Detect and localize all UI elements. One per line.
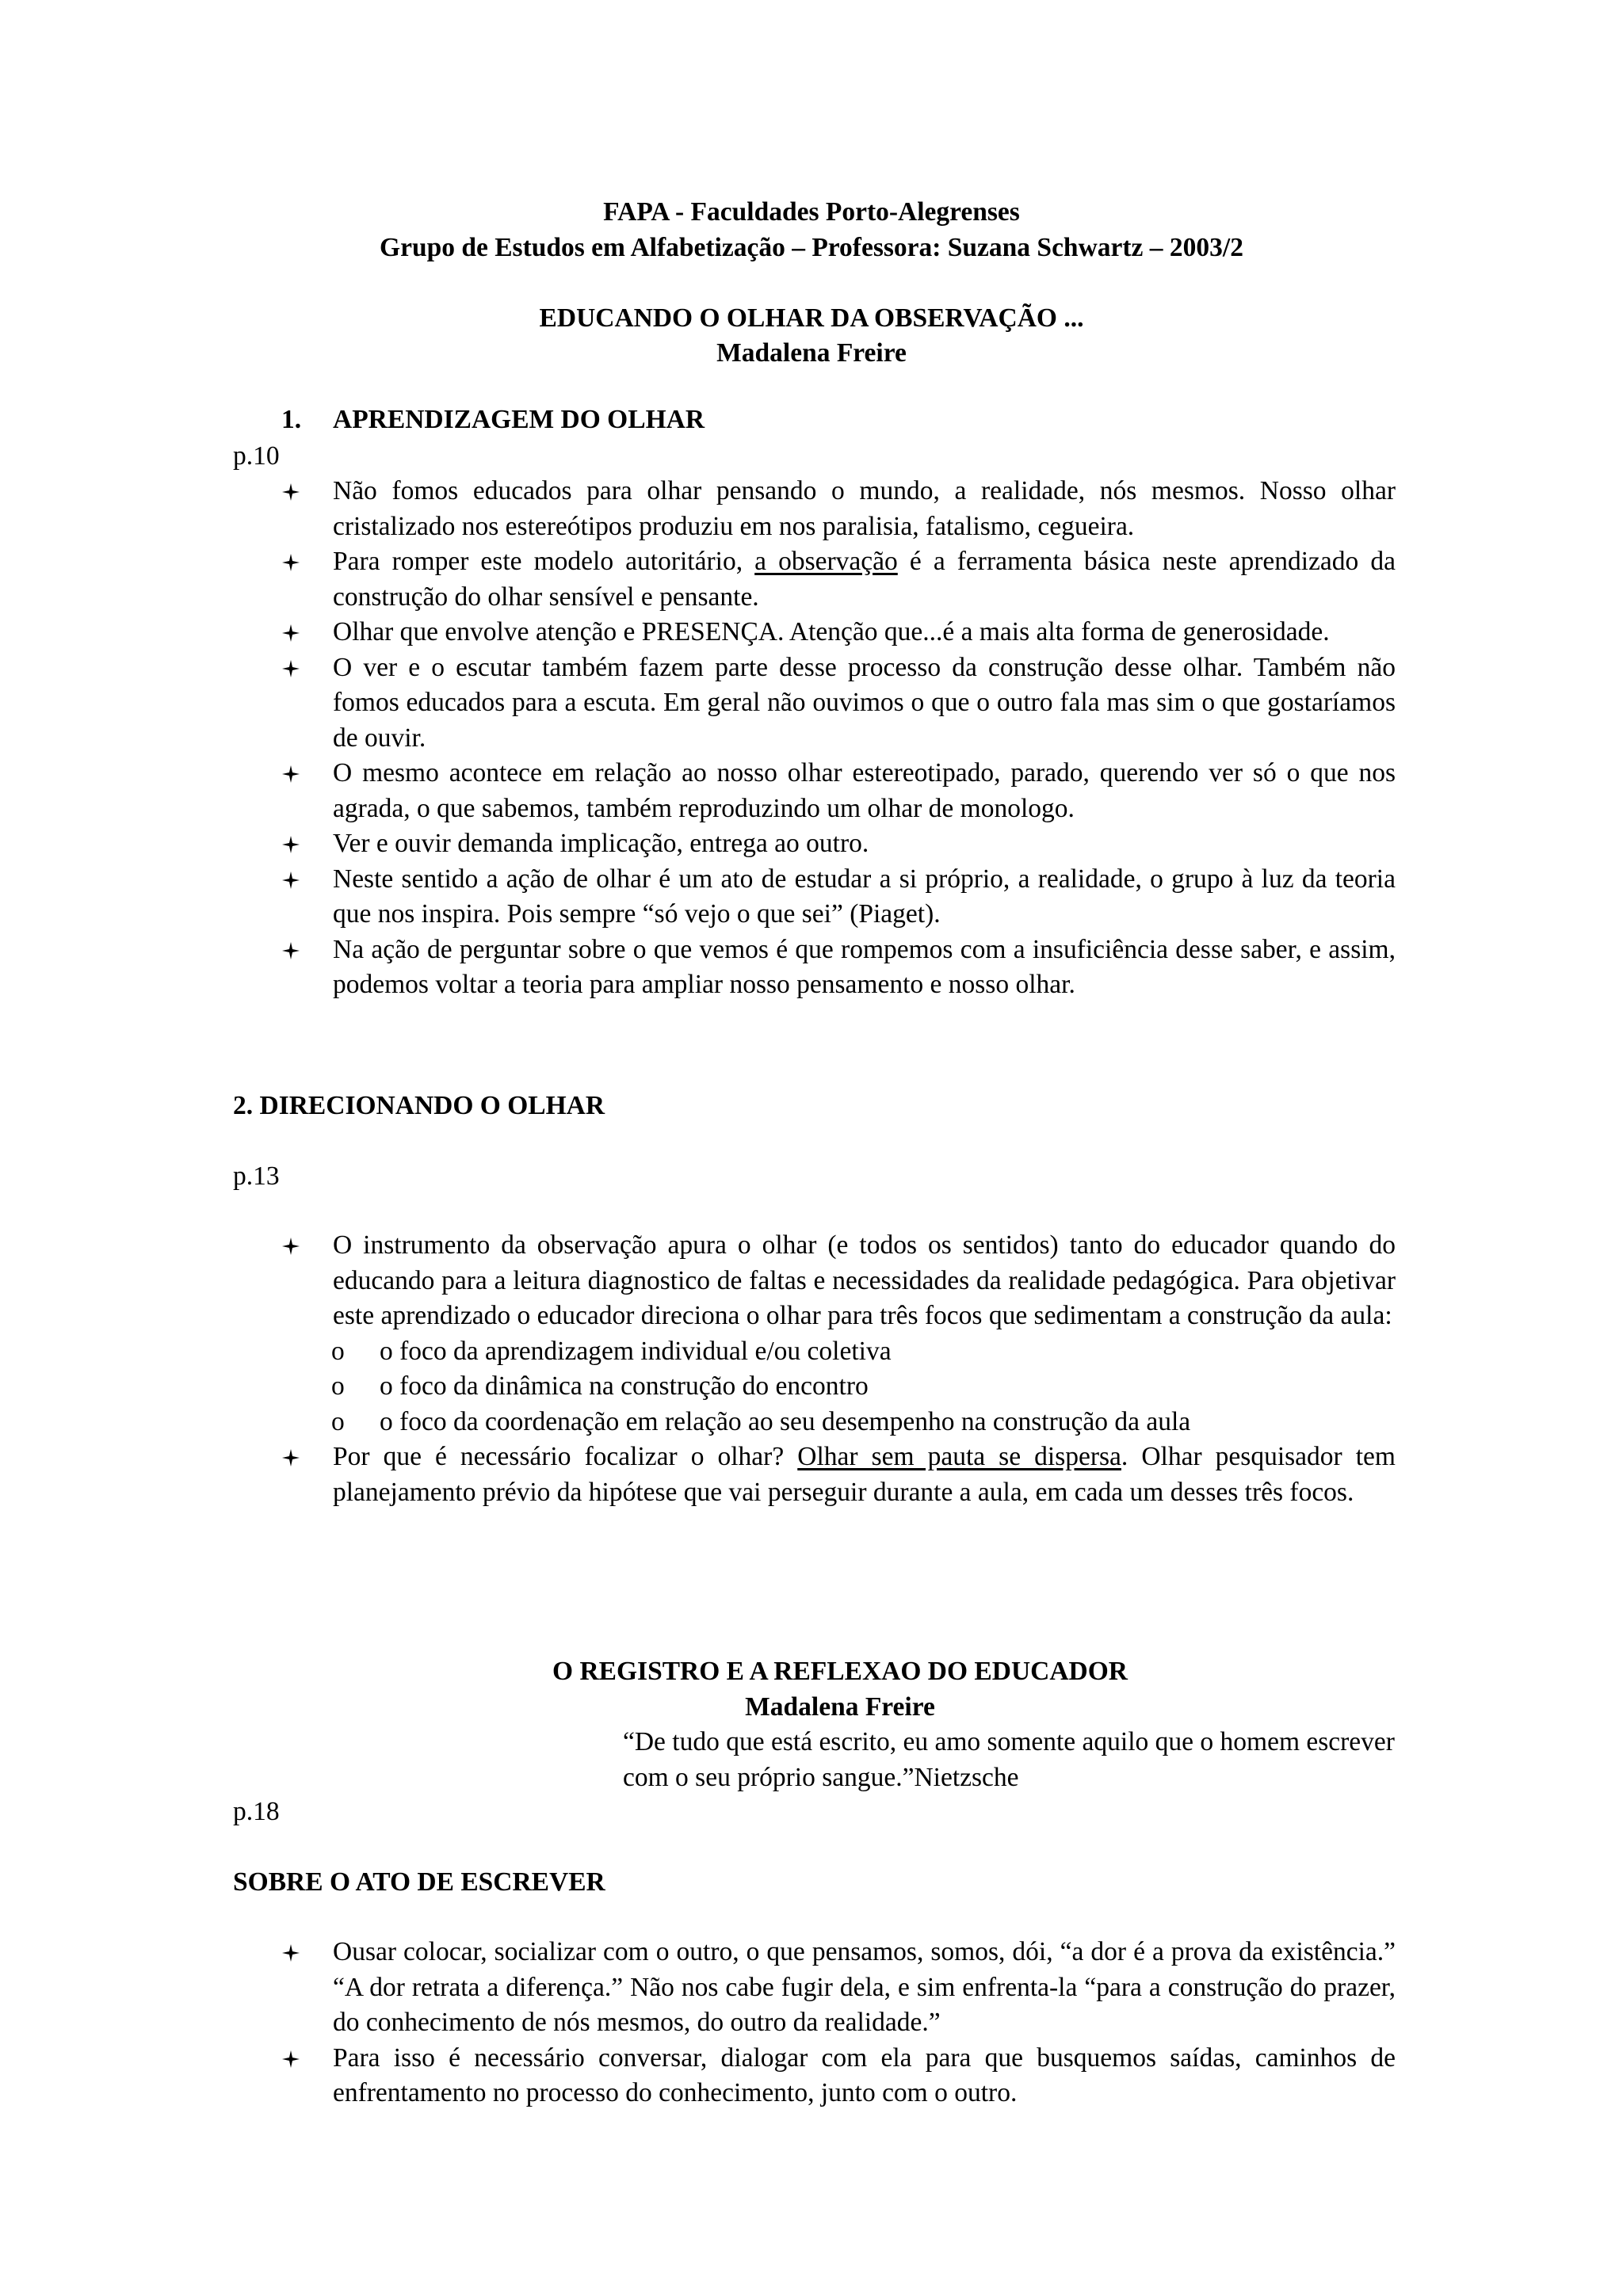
focus-sublist (281, 1334, 1396, 1440)
list-item: Para isso é necessário conversar, dialogar com ela para que busquemos saídas, caminhos de enfrentamento no processo do conhecimento, junto com o outro. (281, 2041, 1396, 2111)
article-title: EDUCANDO O OLHAR DA OBSERVAÇÃO ... (539, 303, 1084, 333)
section2-heading: 2. DIRECIONANDO O OLHAR (233, 1091, 605, 1120)
section2-list (281, 1228, 1396, 1510)
section3-list (281, 1935, 1396, 2111)
diamond-bullet-icon (281, 765, 300, 784)
list-item: O instrumento da observação apura o olhar (e todos os sentidos) tanto do educador quando do educando para a leitura diagnostico de faltas e necessidades da realidade pedagógica. Para objetivar este aprendizado o educador direciona o olhar para três focos que sedimentam a construção da aula: o o foco da aprendizagem individual e/ou coletiva o o foco da dinâmica na construção do encontro o o foco da coordenação em relação ao seu desempenho na construção da aula (281, 1228, 1396, 1440)
underlined-term: Olhar sem pauta se dispersa (797, 1442, 1121, 1471)
diamond-bullet-icon (281, 624, 300, 643)
article2-author: Madalena Freire (745, 1692, 935, 1722)
sublist-item: o o foco da aprendizagem individual e/ou coletiva (331, 1336, 892, 1366)
epigraph-quote: “De tudo que está escrito, eu amo somente aquilo que o homem escrever com o seu próprio sangue.”Nietzsche (623, 1727, 1395, 1792)
section1-heading: APRENDIZAGEM DO OLHAR (333, 405, 705, 434)
diamond-bullet-icon (281, 553, 300, 572)
page-ref: p.18 (233, 1797, 280, 1826)
diamond-bullet-icon (281, 1448, 300, 1467)
article2-title: O REGISTRO E A REFLEXAO DO EDUCADOR (552, 1657, 1128, 1686)
list-item: Ver e ouvir demanda implicação, entrega ao outro. (281, 826, 1396, 862)
page-ref: p.13 (233, 1161, 280, 1191)
header-course: Grupo de Estudos em Alfabetização – Professora: Suzana Schwartz – 2003/2 (380, 233, 1243, 262)
diamond-bullet-icon (281, 2050, 300, 2069)
diamond-bullet-icon (281, 482, 300, 502)
list-item: Olhar que envolve atenção e PRESENÇA. Atenção que...é a mais alta forma de generosidade. (281, 615, 1396, 650)
diamond-bullet-icon (281, 871, 300, 890)
diamond-bullet-icon (281, 835, 300, 854)
list-item: Neste sentido a ação de olhar é um ato de estudar a si próprio, a realidade, o grupo à luz da teoria que nos inspira. Pois sempre “só vejo o que sei” (Piaget). (281, 862, 1396, 933)
list-item: O ver e o escutar também fazem parte desse processo da construção desse olhar. Também não fomos educados para a escuta. Em geral não ouvimos o que o outro fala mas sim o que gostaríamos de ouvir. (281, 650, 1396, 757)
article-author: Madalena Freire (716, 338, 907, 368)
list-item: Na ação de perguntar sobre o que vemos é que rompemos com a insuficiência desse saber, e assim, podemos voltar a teoria para ampliar nosso pensamento e nosso olhar. (281, 933, 1396, 1003)
section1-list (281, 474, 1396, 1003)
diamond-bullet-icon (281, 659, 300, 678)
diamond-bullet-icon (281, 1943, 300, 1962)
diamond-bullet-icon (281, 941, 300, 960)
list-item: Para romper este modelo autoritário, a observação é a ferramenta básica neste aprendizado da construção do olhar sensível e pensante. (281, 544, 1396, 615)
sublist-item: o o foco da dinâmica na construção do encontro (331, 1371, 869, 1401)
diamond-bullet-icon (281, 1237, 300, 1256)
list-item: Ousar colocar, socializar com o outro, o que pensamos, somos, dói, “a dor é a prova da existência.” “A dor retrata a diferença.” Não nos cabe fugir dela, e sim enfrenta-la “para a construção do prazer, do conhecimento de nós mesmos, do outro da realidade.” (281, 1935, 1396, 2041)
sublist-item: o o foco da coordenação em relação ao seu desempenho na construção da aula (331, 1406, 1191, 1436)
list-item: O mesmo acontece em relação ao nosso olhar estereotipado, parado, querendo ver só o que nos agrada, o que sabemos, também reproduzindo um olhar de monologo. (281, 756, 1396, 826)
section1-number: 1. (281, 405, 302, 434)
header-institution: FAPA - Faculdades Porto-Alegrenses (603, 197, 1020, 227)
list-item: Não fomos educados para olhar pensando o mundo, a realidade, nós mesmos. Nosso olhar cristalizado nos estereótipos produziu em nos paralisia, fatalismo, cegueira. (281, 474, 1396, 544)
list-item: Por que é necessário focalizar o olhar? Olhar sem pauta se dispersa. Olhar pesquisador tem planejamento prévio da hipótese que vai perseguir durante a aula, em cada um desses três focos. (281, 1440, 1396, 1510)
page-ref: p.10 (233, 441, 280, 471)
underlined-term: a observação (754, 547, 898, 576)
section3-heading: SOBRE O ATO DE ESCREVER (233, 1867, 605, 1897)
